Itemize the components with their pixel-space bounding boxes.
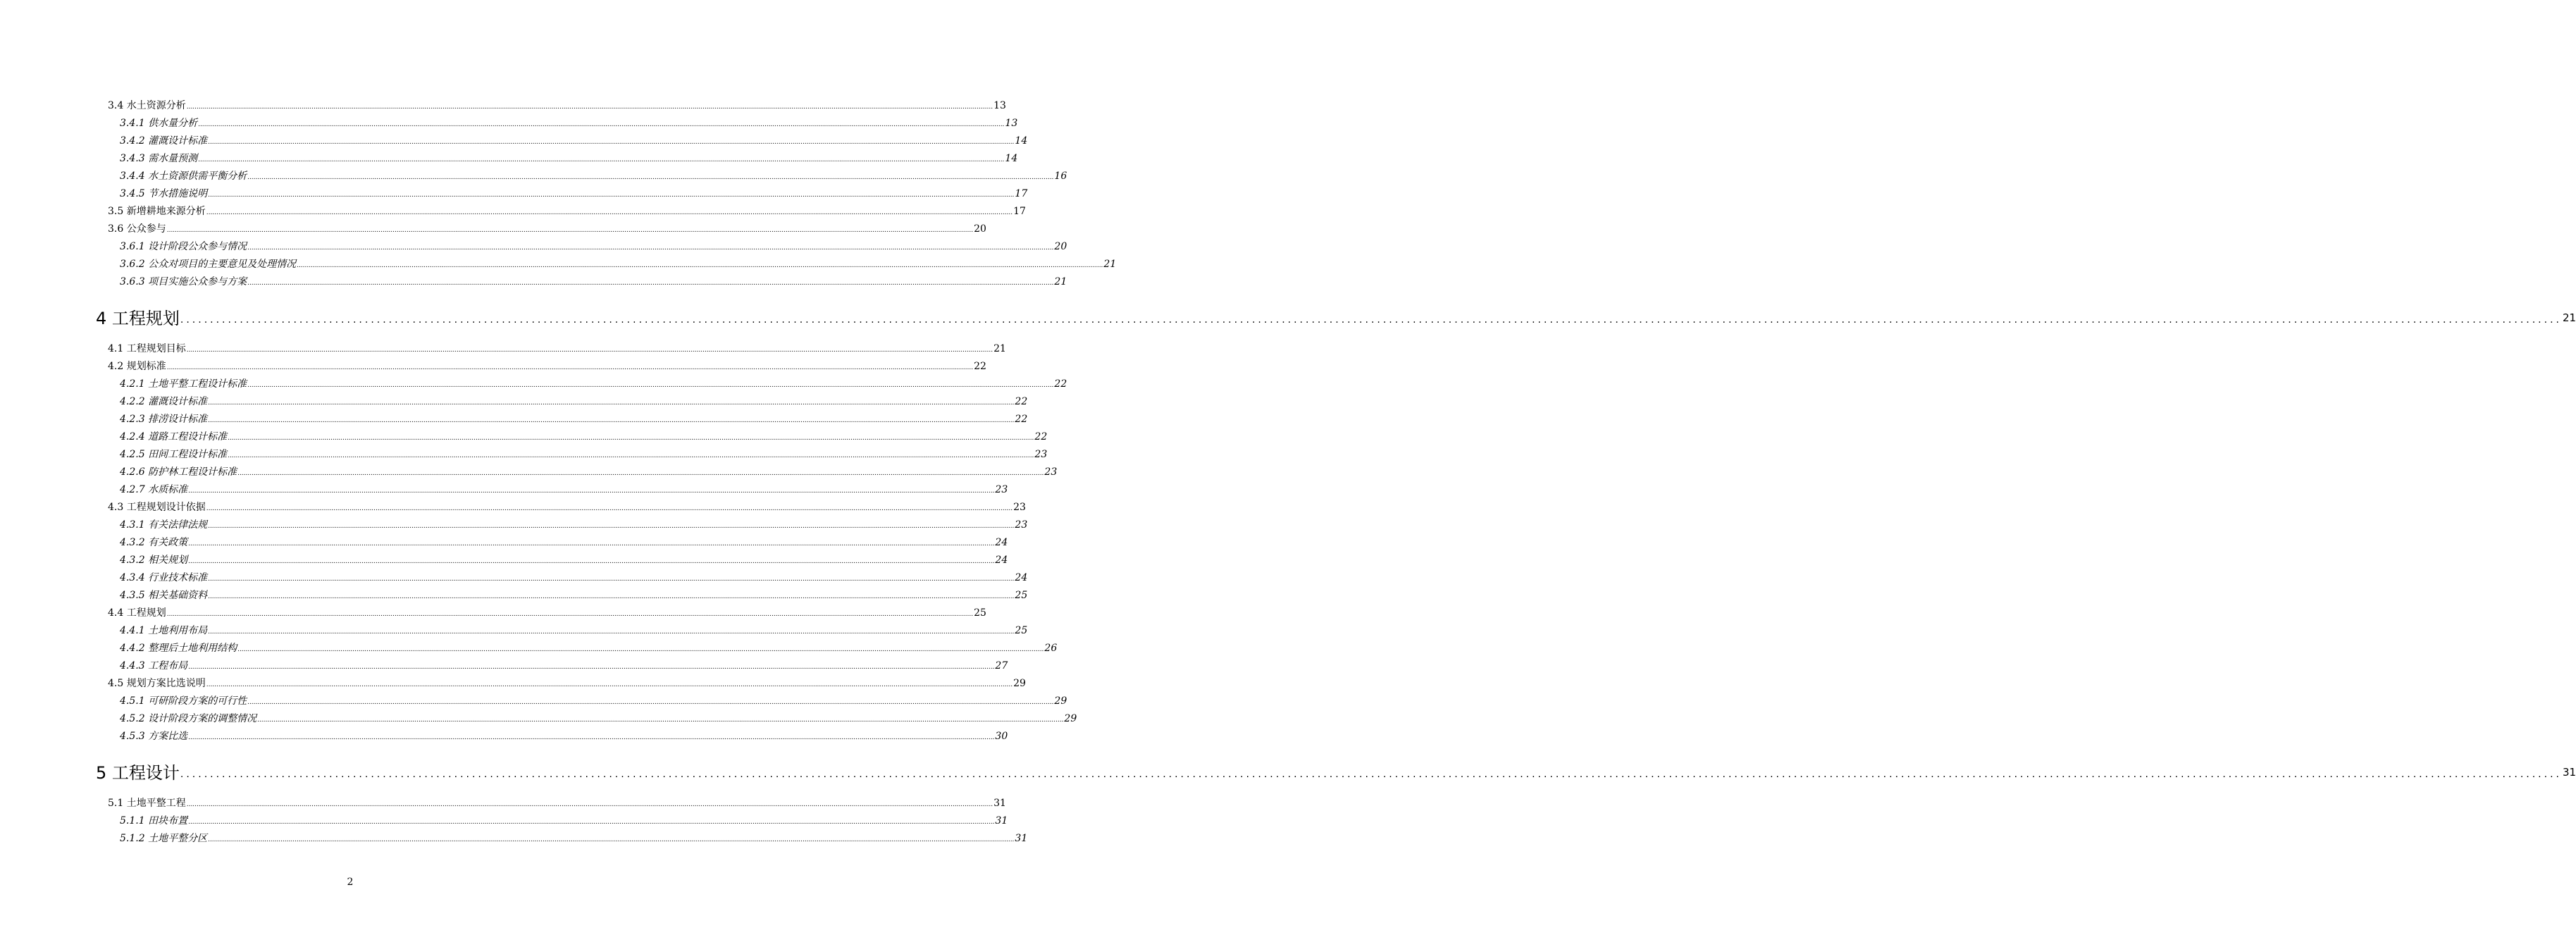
toc-dot-leader: ................................................................................................................................................................................................................................................................................................................................................................................................................	[208, 576, 1015, 583]
toc-subsection-entry[interactable]	[96, 115, 1018, 132]
toc-entry-page-number: 22	[1054, 378, 1067, 390]
toc-section-entry[interactable]	[96, 795, 1006, 812]
toc-subsection-entry[interactable]	[96, 168, 1067, 185]
toc-entry-page-number: 29	[1013, 678, 1026, 689]
page-number: 2	[347, 877, 354, 888]
toc-chapter-entry[interactable]	[96, 745, 2576, 795]
toc-entry-title: 4.2.6 防护林工程设计标准	[120, 466, 237, 478]
toc-dot-leader: ................................................................................................................................................................................................................................................................................................................................................................................................................	[297, 262, 1103, 269]
toc-entry-title: 3.6.3 项目实施公众参与方案	[120, 276, 247, 287]
toc-entry-title: 3.4.4 水土资源供需平衡分析	[120, 171, 247, 182]
toc-dot-leader: ................................................................................................................................................................................................................................................................................................................................................................................................................	[188, 734, 995, 741]
toc-entry-page-number: 23	[1013, 502, 1026, 513]
toc-dot-leader: ................................................................................................................................................................................................................................................................................................................................................................................................................	[247, 245, 1054, 252]
toc-entry-title: 4.5 规划方案比选说明	[108, 678, 206, 689]
toc-entry-page-number: 27	[995, 660, 1008, 671]
toc-dot-leader: ................................................................................................................................................................................................................................................................................................................................................................................................................	[247, 174, 1054, 181]
toc-section-entry[interactable]	[96, 340, 1006, 358]
toc-subsection-entry[interactable]	[96, 830, 1028, 848]
toc-entry-page-number: 24	[1015, 572, 1028, 583]
toc-subsection-entry[interactable]	[96, 693, 1067, 710]
toc-entry-title: 4.3.1 有关法律法规	[120, 519, 208, 531]
toc-entry-page-number: 31	[1015, 833, 1028, 844]
toc-chapter-entry[interactable]	[96, 291, 2576, 340]
toc-entry-page-number: 20	[974, 223, 986, 235]
toc-entry-title: 3.4.1 供水量分析	[120, 118, 198, 129]
toc-dot-leader: ................................................................................................................................................................................................................................................................................................................................................................................................................	[188, 540, 995, 547]
toc-entry-title: 4.1 工程规划目标	[108, 343, 186, 354]
toc-subsection-entry[interactable]	[96, 728, 1008, 745]
toc-dot-leader: ................................................................................................................................................................................................................................................................................................................................................................................................................	[180, 769, 2562, 780]
toc-dot-leader: ................................................................................................................................................................................................................................................................................................................................................................................................................	[206, 209, 1013, 216]
toc-subsection-entry[interactable]	[96, 657, 1008, 675]
toc-entry-title: 3.6.2 公众对项目的主要意见及处理情况	[120, 259, 297, 270]
toc-entry-page-number: 25	[1015, 590, 1028, 601]
toc-entry-page-number: 20	[1054, 241, 1067, 252]
toc-entry-title: 4.2.1 土地平整工程设计标准	[120, 378, 247, 390]
toc-dot-leader: ................................................................................................................................................................................................................................................................................................................................................................................................................	[198, 121, 1005, 128]
toc-entry-title: 4.2.5 田间工程设计标准	[120, 449, 228, 460]
toc-entry-title: 3.6.1 设计阶段公众参与情况	[120, 241, 247, 252]
toc-dot-leader: ................................................................................................................................................................................................................................................................................................................................................................................................................	[206, 681, 1013, 688]
toc-section-entry[interactable]	[96, 499, 1026, 516]
toc-entry-title: 4.3 工程规划设计依据	[108, 502, 206, 513]
toc-subsection-entry[interactable]	[96, 534, 1008, 552]
toc-dot-leader: ................................................................................................................................................................................................................................................................................................................................................................................................................	[237, 470, 1044, 477]
toc-subsection-entry[interactable]	[96, 376, 1067, 393]
toc-section-entry[interactable]	[96, 605, 986, 622]
toc-dot-leader: ................................................................................................................................................................................................................................................................................................................................................................................................................	[186, 347, 993, 354]
toc-entry-page-number: 21	[1054, 276, 1067, 287]
toc-entry-page-number: 25	[1015, 625, 1028, 636]
toc-entry-title: 4.5.2 设计阶段方案的调整情况	[120, 713, 257, 724]
toc-entry-title: 5.1.1 田块布置	[120, 815, 188, 827]
toc-entry-title: 3.4.3 需水量预测	[120, 153, 198, 164]
toc-entry-title: 4.2.7 水质标准	[120, 484, 188, 495]
toc-dot-leader: ................................................................................................................................................................................................................................................................................................................................................................................................................	[186, 801, 993, 808]
toc-entry-title: 5 工程设计	[96, 762, 180, 783]
toc-section-entry[interactable]	[96, 358, 986, 376]
toc-subsection-entry[interactable]	[96, 185, 1028, 203]
toc-entry-title: 3.4 水土资源分析	[108, 100, 186, 111]
toc-section-entry[interactable]	[96, 675, 1026, 693]
toc-dot-leader: ................................................................................................................................................................................................................................................................................................................................................................................................................	[257, 717, 1064, 724]
toc-entry-page-number: 22	[1034, 431, 1048, 442]
toc-entry-page-number: 23	[1044, 466, 1058, 478]
toc-dot-leader: ................................................................................................................................................................................................................................................................................................................................................................................................................	[166, 364, 974, 371]
toc-subsection-entry[interactable]	[96, 446, 1048, 464]
toc-dot-leader: ................................................................................................................................................................................................................................................................................................................................................................................................................	[208, 417, 1015, 424]
toc-entry-title: 4.4.1 土地利用布局	[120, 625, 208, 636]
toc-entry-page-number: 30	[995, 731, 1008, 742]
toc-dot-leader: ................................................................................................................................................................................................................................................................................................................................................................................................................	[188, 819, 995, 826]
toc-entry-page-number: 16	[1054, 171, 1067, 182]
toc-entry-title: 4.2.3 排涝设计标准	[120, 414, 208, 425]
toc-entry-title: 4.5.3 方案比选	[120, 731, 188, 742]
toc-subsection-entry[interactable]	[96, 411, 1028, 428]
toc-subsection-entry[interactable]	[96, 552, 1008, 569]
toc-dot-leader: ................................................................................................................................................................................................................................................................................................................................................................................................................	[247, 699, 1054, 706]
toc-entry-page-number: 31	[993, 798, 1006, 809]
toc-dot-leader: ................................................................................................................................................................................................................................................................................................................................................................................................................	[198, 156, 1005, 163]
toc-dot-leader: ................................................................................................................................................................................................................................................................................................................................................................................................................	[186, 104, 993, 111]
toc-entry-page-number: 29	[1064, 713, 1077, 724]
toc-entry-page-number: 17	[1015, 188, 1028, 199]
toc-entry-page-number: 23	[1015, 519, 1028, 531]
toc-entry-page-number: 24	[995, 537, 1008, 548]
toc-entry-page-number: 25	[974, 607, 986, 619]
toc-subsection-entry[interactable]	[96, 569, 1028, 587]
toc-entry-title: 4.3.4 行业技术标准	[120, 572, 208, 583]
toc-entry-title: 3.6 公众参与	[108, 223, 166, 235]
toc-entry-title: 4.4.2 整理后土地利用结构	[120, 643, 237, 654]
toc-dot-leader: ................................................................................................................................................................................................................................................................................................................................................................................................................	[208, 139, 1015, 146]
toc-subsection-entry[interactable]	[96, 622, 1028, 640]
toc-entry-page-number: 26	[1044, 643, 1058, 654]
toc-section-entry[interactable]	[96, 97, 1006, 115]
toc-entry-page-number: 21	[1103, 259, 1117, 270]
toc-entry-page-number: 22	[974, 361, 986, 372]
toc-entry-page-number: 24	[995, 555, 1008, 566]
toc-dot-leader: ................................................................................................................................................................................................................................................................................................................................................................................................................	[188, 488, 995, 495]
toc-entry-title: 4 工程规划	[96, 308, 180, 328]
toc-dot-leader: ................................................................................................................................................................................................................................................................................................................................................................................................................	[208, 836, 1015, 843]
toc-subsection-entry[interactable]	[96, 640, 1058, 657]
toc-subsection-entry[interactable]	[96, 481, 1008, 499]
toc-dot-leader: ................................................................................................................................................................................................................................................................................................................................................................................................................	[180, 314, 2562, 326]
toc-entry-title: 4.2.2 灌溉设计标准	[120, 396, 208, 407]
toc-dot-leader: ................................................................................................................................................................................................................................................................................................................................................................................................................	[228, 435, 1034, 442]
toc-entry-title: 5.1 土地平整工程	[108, 798, 186, 809]
toc-dot-leader: ................................................................................................................................................................................................................................................................................................................................................................................................................	[228, 452, 1034, 459]
toc-dot-leader: ................................................................................................................................................................................................................................................................................................................................................................................................................	[208, 523, 1015, 530]
toc-entry-page-number: 17	[1013, 206, 1026, 217]
toc-dot-leader: ................................................................................................................................................................................................................................................................................................................................................................................................................	[166, 611, 974, 618]
toc-dot-leader: ................................................................................................................................................................................................................................................................................................................................................................................................................	[247, 382, 1054, 389]
toc-dot-leader: ................................................................................................................................................................................................................................................................................................................................................................................................................	[166, 227, 974, 234]
toc-entry-page-number: 13	[993, 100, 1006, 111]
toc-dot-leader: ................................................................................................................................................................................................................................................................................................................................................................................................................	[208, 192, 1015, 199]
toc-dot-leader: ................................................................................................................................................................................................................................................................................................................................................................................................................	[208, 400, 1015, 407]
toc-entry-title: 4.4 工程规划	[108, 607, 166, 619]
toc-subsection-entry[interactable]	[96, 812, 1008, 830]
toc-entry-title: 4.2.4 道路工程设计标准	[120, 431, 228, 442]
toc-entry-title: 5.1.2 土地平整分区	[120, 833, 208, 844]
toc-subsection-entry[interactable]	[96, 273, 1067, 291]
toc-entry-page-number: 31	[995, 815, 1008, 827]
toc-subsection-entry[interactable]	[96, 464, 1058, 481]
toc-subsection-entry[interactable]	[96, 393, 1028, 411]
toc-entry-page-number: 21	[2562, 311, 2576, 324]
toc-entry-title: 3.4.2 灌溉设计标准	[120, 135, 208, 147]
toc-entry-page-number: 22	[1015, 396, 1028, 407]
toc-dot-leader: ................................................................................................................................................................................................................................................................................................................................................................................................................	[206, 505, 1013, 512]
toc-entry-page-number: 21	[993, 343, 1006, 354]
toc-entry-title: 3.4.5 节水措施说明	[120, 188, 208, 199]
table-of-contents	[96, 97, 2576, 848]
toc-entry-page-number: 14	[1015, 135, 1028, 147]
toc-dot-leader: ................................................................................................................................................................................................................................................................................................................................................................................................................	[188, 558, 995, 565]
toc-entry-page-number: 22	[1015, 414, 1028, 425]
toc-entry-title: 4.3.2 有关政策	[120, 537, 188, 548]
toc-entry-title: 4.5.1 可研阶段方案的可行性	[120, 695, 247, 707]
toc-subsection-entry[interactable]	[96, 256, 1117, 273]
toc-section-entry[interactable]	[96, 203, 1026, 221]
toc-dot-leader: ................................................................................................................................................................................................................................................................................................................................................................................................................	[237, 646, 1044, 653]
toc-subsection-entry[interactable]	[96, 587, 1028, 605]
toc-entry-title: 4.3.2 相关规划	[120, 555, 188, 566]
toc-entry-page-number: 31	[2562, 766, 2576, 779]
toc-dot-leader: ................................................................................................................................................................................................................................................................................................................................................................................................................	[188, 664, 995, 671]
toc-entry-page-number: 23	[995, 484, 1008, 495]
toc-entry-page-number: 14	[1005, 153, 1018, 164]
toc-dot-leader: ................................................................................................................................................................................................................................................................................................................................................................................................................	[208, 629, 1015, 636]
toc-entry-title: 4.3.5 相关基础资料	[120, 590, 208, 601]
toc-dot-leader: ................................................................................................................................................................................................................................................................................................................................................................................................................	[247, 280, 1054, 287]
toc-entry-page-number: 29	[1054, 695, 1067, 707]
toc-entry-title: 4.4.3 工程布局	[120, 660, 188, 671]
toc-subsection-entry[interactable]	[96, 516, 1028, 534]
toc-entry-title: 3.5 新增耕地来源分析	[108, 206, 206, 217]
toc-subsection-entry[interactable]	[96, 150, 1018, 168]
toc-subsection-entry[interactable]	[96, 428, 1048, 446]
toc-entry-title: 4.2 规划标准	[108, 361, 166, 372]
toc-section-entry[interactable]	[96, 221, 986, 238]
toc-subsection-entry[interactable]	[96, 238, 1067, 256]
toc-dot-leader: ................................................................................................................................................................................................................................................................................................................................................................................................................	[208, 593, 1015, 600]
toc-subsection-entry[interactable]	[96, 132, 1028, 150]
toc-entry-page-number: 13	[1005, 118, 1018, 129]
toc-entry-page-number: 23	[1034, 449, 1048, 460]
toc-subsection-entry[interactable]	[96, 710, 1077, 728]
